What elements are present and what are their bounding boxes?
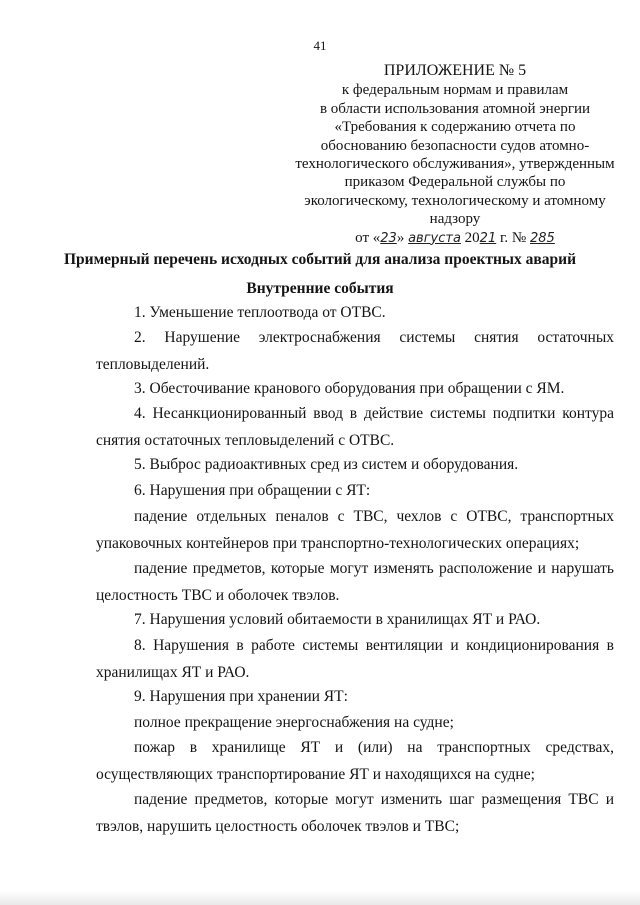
paragraph: 3. Обесточивание кранового оборудования при обращении с ЯМ. xyxy=(134,380,565,397)
order-prefix: от « xyxy=(355,229,381,246)
appendix-line: приказом Федеральной службы по xyxy=(344,174,566,191)
page-number: 41 xyxy=(313,38,327,53)
appendix-line: «Требования к содержанию отчета по xyxy=(334,119,576,136)
appendix-title: ПРИЛОЖЕНИЕ № 5 xyxy=(383,62,527,79)
paragraph: 9. Нарушения при хранении ЯТ: xyxy=(134,688,348,705)
paragraph: падение предметов, которые могут изменить шаг размещения ТВС и твэлов, нарушить целостность оболочек твэлов и ТВС; xyxy=(96,791,614,835)
appendix-line: обоснованию безопасности судов атомно- xyxy=(320,137,590,154)
paragraph: 4. Несанкционированный ввод в действие системы подпитки контура снятия остаточных тепловыделений с ОТВС. xyxy=(96,405,614,449)
appendix-line: надзору xyxy=(429,211,481,228)
order-date-line xyxy=(290,229,620,248)
page-bottom-edge xyxy=(0,891,640,905)
paragraph: 8. Нарушения в работе системы вентиляции и кондиционирования в хранилищах ЯТ и РАО. xyxy=(96,637,614,681)
appendix-line: экологическому, технологическому и атомному xyxy=(304,192,606,209)
main-title: Примерный перечень исходных событий для анализа проектных аварий xyxy=(63,251,577,268)
appendix-line: технологического обслуживания», утвержденным xyxy=(295,156,615,173)
order-year-suffix: 21 xyxy=(479,230,497,246)
order-year-prefix: 20 xyxy=(464,229,480,246)
paragraph: 7. Нарушения условий обитаемости в хранилищах ЯТ и РАО. xyxy=(134,611,541,628)
order-middle: » xyxy=(396,229,405,246)
paragraph: падение предметов, которые могут изменять расположение и нарушать целостность ТВС и оболочек твэлов. xyxy=(96,560,614,604)
order-number: 285 xyxy=(530,230,555,246)
paragraph: 1. Уменьшение теплоотвода от ОТВС. xyxy=(134,304,386,321)
appendix-header xyxy=(290,62,620,248)
appendix-line: к федеральным нормам и правилам xyxy=(341,82,569,99)
section-title: Внутренние события xyxy=(246,280,394,297)
appendix-line: в области использования атомной энергии xyxy=(319,100,591,117)
paragraph: 5. Выброс радиоактивных сред из систем и оборудования. xyxy=(134,456,519,473)
paragraph: пожар в хранилище ЯТ и (или) на транспортных средствах, осуществляющих транспортирование ЯТ и находящихся на судне; xyxy=(96,739,614,783)
order-number-label: г. № xyxy=(499,229,527,246)
order-month: августа xyxy=(408,230,461,246)
paragraph: падение отдельных пеналов с ТВС, чехлов с ОТВС, транспортных упаковочных контейнеров при транспортно-технологических операциях; xyxy=(96,508,614,552)
paragraph: 6. Нарушения при обращении с ЯТ: xyxy=(134,482,371,499)
paragraph: 2. Нарушение электроснабжения системы снятия остаточных тепловыделений. xyxy=(96,329,614,373)
order-day: 23 xyxy=(380,230,397,246)
paragraph: полное прекращение энергоснабжения на судне; xyxy=(134,714,454,731)
